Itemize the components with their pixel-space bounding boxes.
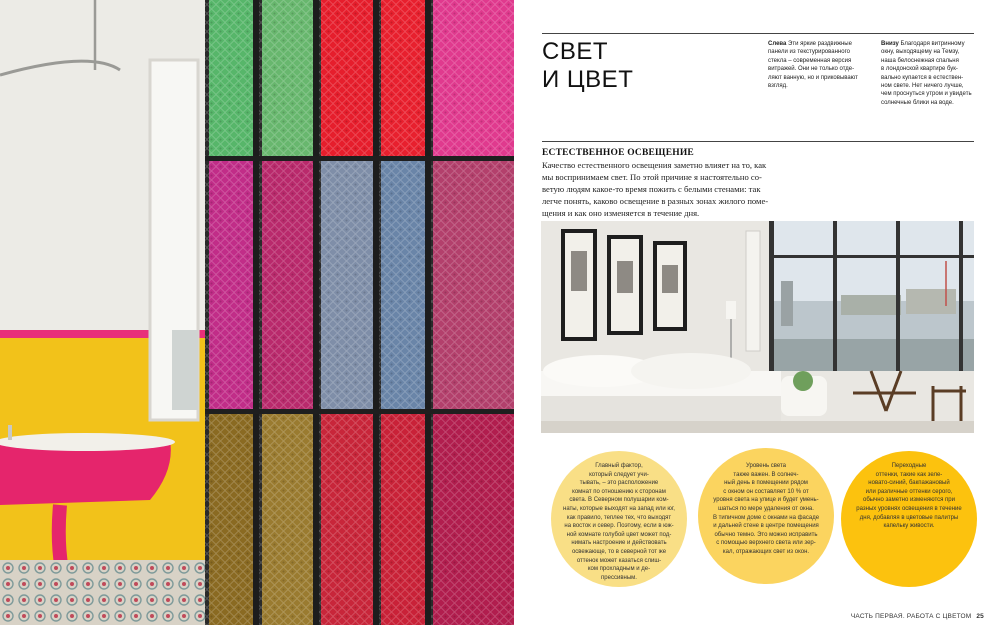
circle-line: наты, которые выходят на запад или юг, (563, 505, 675, 512)
circle-line: Переходные (891, 463, 927, 469)
section-rule (542, 141, 974, 142)
circle-line: и дальней стене в центре помещения (713, 523, 819, 530)
title-line-1: СВЕТ (542, 38, 609, 65)
body-line: Качество естественного освещения заметно влияет на то, как (542, 160, 767, 170)
circle-line: или различные оттенки серого, (865, 488, 953, 495)
caption-right-line: ном свете. Нет ничего лучше, (881, 83, 964, 90)
right-page (514, 0, 1000, 625)
bedroom-thames-view-photo (541, 221, 974, 433)
caption-right-line: вально купается в естествен- (881, 74, 964, 81)
circle-line: оттенок может казаться слиш- (576, 557, 662, 564)
title-line-2: И ЦВЕТ (542, 66, 634, 93)
circle-line: с окном он составляет 10 % от (723, 488, 809, 495)
section-heading: ЕСТЕСТВЕННОЕ ОСВЕЩЕНИЕ (542, 148, 694, 158)
caption-right-line: окну, выходящему на Темзу, (881, 49, 960, 56)
circle-line: на восток и север. Поэтому, если в юж- (564, 523, 674, 530)
circle-line: с помощью верхнего света или зер- (716, 540, 816, 547)
circle-line: ком прохладным и де- (587, 566, 651, 573)
caption-left (768, 40, 868, 90)
circle-line: дня, добавляя в цветовые палитры (859, 514, 959, 521)
top-rule (542, 33, 974, 34)
circle-line: нимать настроение и действовать (571, 540, 667, 547)
circle-line: обычно заметно изменяются при (863, 497, 955, 504)
caption-left-line: ляют ванную, но и приковывают (768, 74, 858, 81)
circle-line: Уровень света (745, 463, 787, 469)
circle-line: В типичном доме с окнами на фасаде (712, 514, 820, 521)
body-line: мы воспринимаем свет. По этой причине я настоятельно со- (542, 172, 762, 182)
caption-right (881, 40, 981, 107)
glass-panels (205, 0, 514, 625)
caption-right-line: Благодаря витринному (900, 41, 965, 47)
bedroom-illustration (541, 221, 974, 433)
caption-left-label: Слева (768, 41, 787, 47)
caption-left-line: панели из текстурированного (768, 49, 850, 56)
caption-right-line: солнечные блики на воде. (881, 99, 954, 106)
circle-line: который следует учи- (589, 471, 649, 478)
caption-left-line: витражей. Они не только отде- (768, 66, 855, 73)
circle-line: как правило, теплее тех, что выходят (566, 514, 672, 521)
circle-line: ный день в помещении рядом (724, 480, 808, 487)
circle-line: ной комнате голубой цвет может под- (566, 531, 672, 538)
circle-line: Главный фактор, (595, 463, 643, 469)
caption-right-label: Внизу (881, 41, 899, 47)
circle-light-level-text (706, 462, 826, 557)
page-number: 25 (976, 613, 984, 620)
caption-left-line: Эти яркие раздвижные (788, 41, 852, 47)
circle-line: обычно темно. Это можно исправить (714, 531, 818, 538)
circle-line: света. В Северном полушарии ком- (569, 497, 669, 504)
page-footer (851, 613, 984, 620)
circle-line: оттенки, такие как зеле- (875, 471, 943, 478)
page-title (542, 38, 633, 94)
caption-right-line: чем проснуться утром и увидеть (881, 91, 972, 98)
body-line: ветую людям какое-то время пожить с белыми стенами: так (542, 184, 761, 194)
circle-line: капельку живости. (883, 523, 935, 530)
circle-line: шаться по мере удаления от окна. (718, 505, 814, 512)
circle-line: новато-синий, бакпажановый (868, 480, 950, 487)
circle-line: уровня света на улице и будет умень- (713, 497, 819, 504)
circle-line: комнат по отношению к сторонам (572, 488, 666, 495)
body-line: щения и как оно изменяется в течение дня. (542, 208, 700, 218)
caption-right-line: наша белоснежная спальня (881, 57, 959, 64)
circle-line: прессивным. (601, 574, 637, 581)
body-line: легче понять, каково освещение в разных зонах жилого поме- (542, 196, 769, 206)
footer-chapter: ЧАСТЬ ПЕРВАЯ. РАБОТА С ЦВЕТОМ (850, 613, 972, 620)
circle-line: освежающе, то в северной тот же (571, 548, 667, 555)
circle-transitional-tones-text (849, 462, 969, 531)
body-paragraph (542, 159, 974, 219)
caption-left-line: стекла – современная версия (768, 57, 852, 64)
circle-line: разных уровнях освещения в течение (856, 505, 962, 512)
caption-left-line: взгляд. (768, 83, 788, 90)
circle-line: также важен. В солнеч- (733, 471, 799, 478)
circle-line: тывать, – это расположение (579, 480, 659, 487)
caption-right-line: в лондонской квартире бук- (881, 66, 958, 73)
circle-orientation-text (559, 462, 679, 582)
circle-line: кал, отражающих свет из окон. (722, 548, 810, 555)
